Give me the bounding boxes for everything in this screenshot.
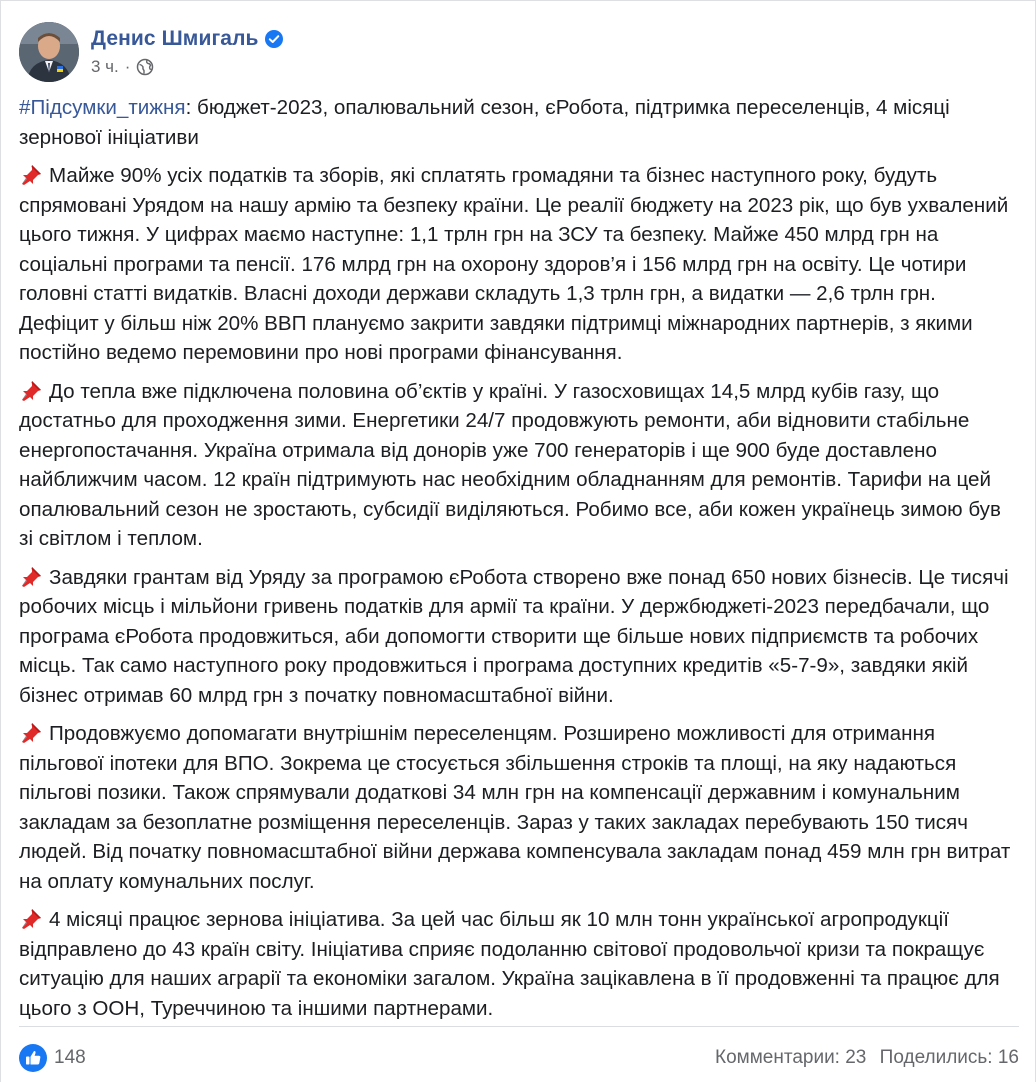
like-count[interactable]: 148 xyxy=(54,1047,86,1068)
pushpin-icon xyxy=(19,721,43,743)
paragraph-heating xyxy=(19,377,1019,554)
paragraph-grain xyxy=(19,905,1019,1023)
meta-separator: · xyxy=(124,57,131,76)
paragraph-displaced xyxy=(19,719,1019,896)
avatar[interactable] xyxy=(19,22,79,82)
comments-count[interactable]: Комментарии: 23 xyxy=(715,1047,867,1068)
paragraph-text: Завдяки грантам від Уряду за програмою єРобота створено вже понад 650 нових бізнесів. Це тисячі робочих місць і мільйони гривень податків для армії та країни. У держбюджеті-2023 передбачали, що програма єРобота продовжиться, аби допомогти створити ще більше нових підприємств та робочих місць. Так само наступного року продовжиться і програма доступних кредитів «5-7-9», завдяки якій бізнес отримав 60 млрд грн з початку повномасштабної війни. xyxy=(19,565,1009,707)
verified-badge-icon xyxy=(265,30,283,48)
pushpin-icon xyxy=(19,163,43,185)
post-footer xyxy=(19,1041,1019,1075)
shares-count[interactable]: Поделились: 16 xyxy=(879,1047,1019,1068)
headline-text: : бюджет-2023, опалювальний сезон, єРобота, підтримка переселенців, 4 місяці зернової ініціативи xyxy=(19,96,950,149)
hashtag-link[interactable]: #Підсумки_тижня xyxy=(19,96,186,119)
post-timestamp[interactable]: 3 ч. xyxy=(91,57,119,76)
author-block xyxy=(91,22,283,77)
pushpin-icon xyxy=(19,565,43,587)
pushpin-icon xyxy=(19,907,43,929)
paragraph-budget xyxy=(19,161,1019,368)
post-meta xyxy=(91,57,283,77)
reactions[interactable] xyxy=(19,1044,86,1072)
paragraph-text: Продовжуємо допомагати внутрішнім переселенцям. Розширено можливості для отримання пільгової іпотеки для ВПО. Зокрема це стосується збільшення строків та площі, на яку надаються пільгові позики. Також спрямували додаткові 34 млн грн на компенсації державним і комунальним закладам за безоплатне розміщення переселенців. Зараз у таких закладах перебувають 150 тисяч людей. Від початку повномасштабної війни держава компенсувала закладам понад 459 млн грн витрат на оплату комунальних послуг. xyxy=(19,722,1011,893)
globe-icon[interactable] xyxy=(136,58,154,76)
pushpin-icon xyxy=(19,379,43,401)
author-name[interactable]: Денис Шмигаль xyxy=(91,27,259,50)
paragraph-erobota xyxy=(19,563,1019,711)
post-body xyxy=(19,93,1019,1032)
paragraph-text: Майже 90% усіх податків та зборів, які сплатять громадяни та бізнес наступного року, будуть спрямовані Урядом на нашу армію та безпеку країни. Це реалії бюджету на 2023 рік, що був ухвалений цього тижня. У цифрах маємо наступне: 1,1 трлн грн на ЗСУ та безпеку. Майже 450 млрд грн на соціальні програми та пенсії. 176 млрд грн на охорону здоров’я і 156 млрд грн на освіту. Це чотири головні статті видатків. Власні доходи держави складуть 1,3 трлн грн, а видатки — 2,6 трлн грн. Дефіцит у більш ніж 20% ВВП плануємо закрити завдяки підтримці міжнародних партнерів, з якими постійно ведемо перемовини про нові програми фінансування. xyxy=(19,164,1009,364)
post-header xyxy=(19,22,283,84)
paragraph-text: До тепла вже підключена половина об’єктів у країні. У газосховищах 14,5 млрд кубів газу, що достатньо для проходження зими. Енергетики 24/7 продовжують ремонти, аби відновити стабільне енергопостачання. Україна отримала від донорів уже 700 генераторів і ще 900 буде доставлено найближчим часом. 12 країн підтримують нас необхідним обладнанням для ремонтів. Тарифи на цей опалювальний сезон не зростають, субсидії виділяються. Робимо все, аби кожен українець зимою був зі світлом і теплом. xyxy=(19,379,1001,550)
paragraph-text: 4 місяці працює зернова ініціатива. За цей час більш як 10 млн тонн української агропродукції відправлено до 43 країн світу. Ініціатива сприяє подоланню світової продовольчої кризи та покращує ситуацію для наших аграрії та економіки загалом. Україна зацікавлена в її продовженні та працює для цього з ООН, Туреччиною та іншими партнерами. xyxy=(19,908,1000,1020)
like-icon[interactable] xyxy=(19,1044,47,1072)
footer-divider xyxy=(19,1026,1019,1027)
post-stats xyxy=(715,1047,1019,1069)
post-headline xyxy=(19,93,1019,152)
